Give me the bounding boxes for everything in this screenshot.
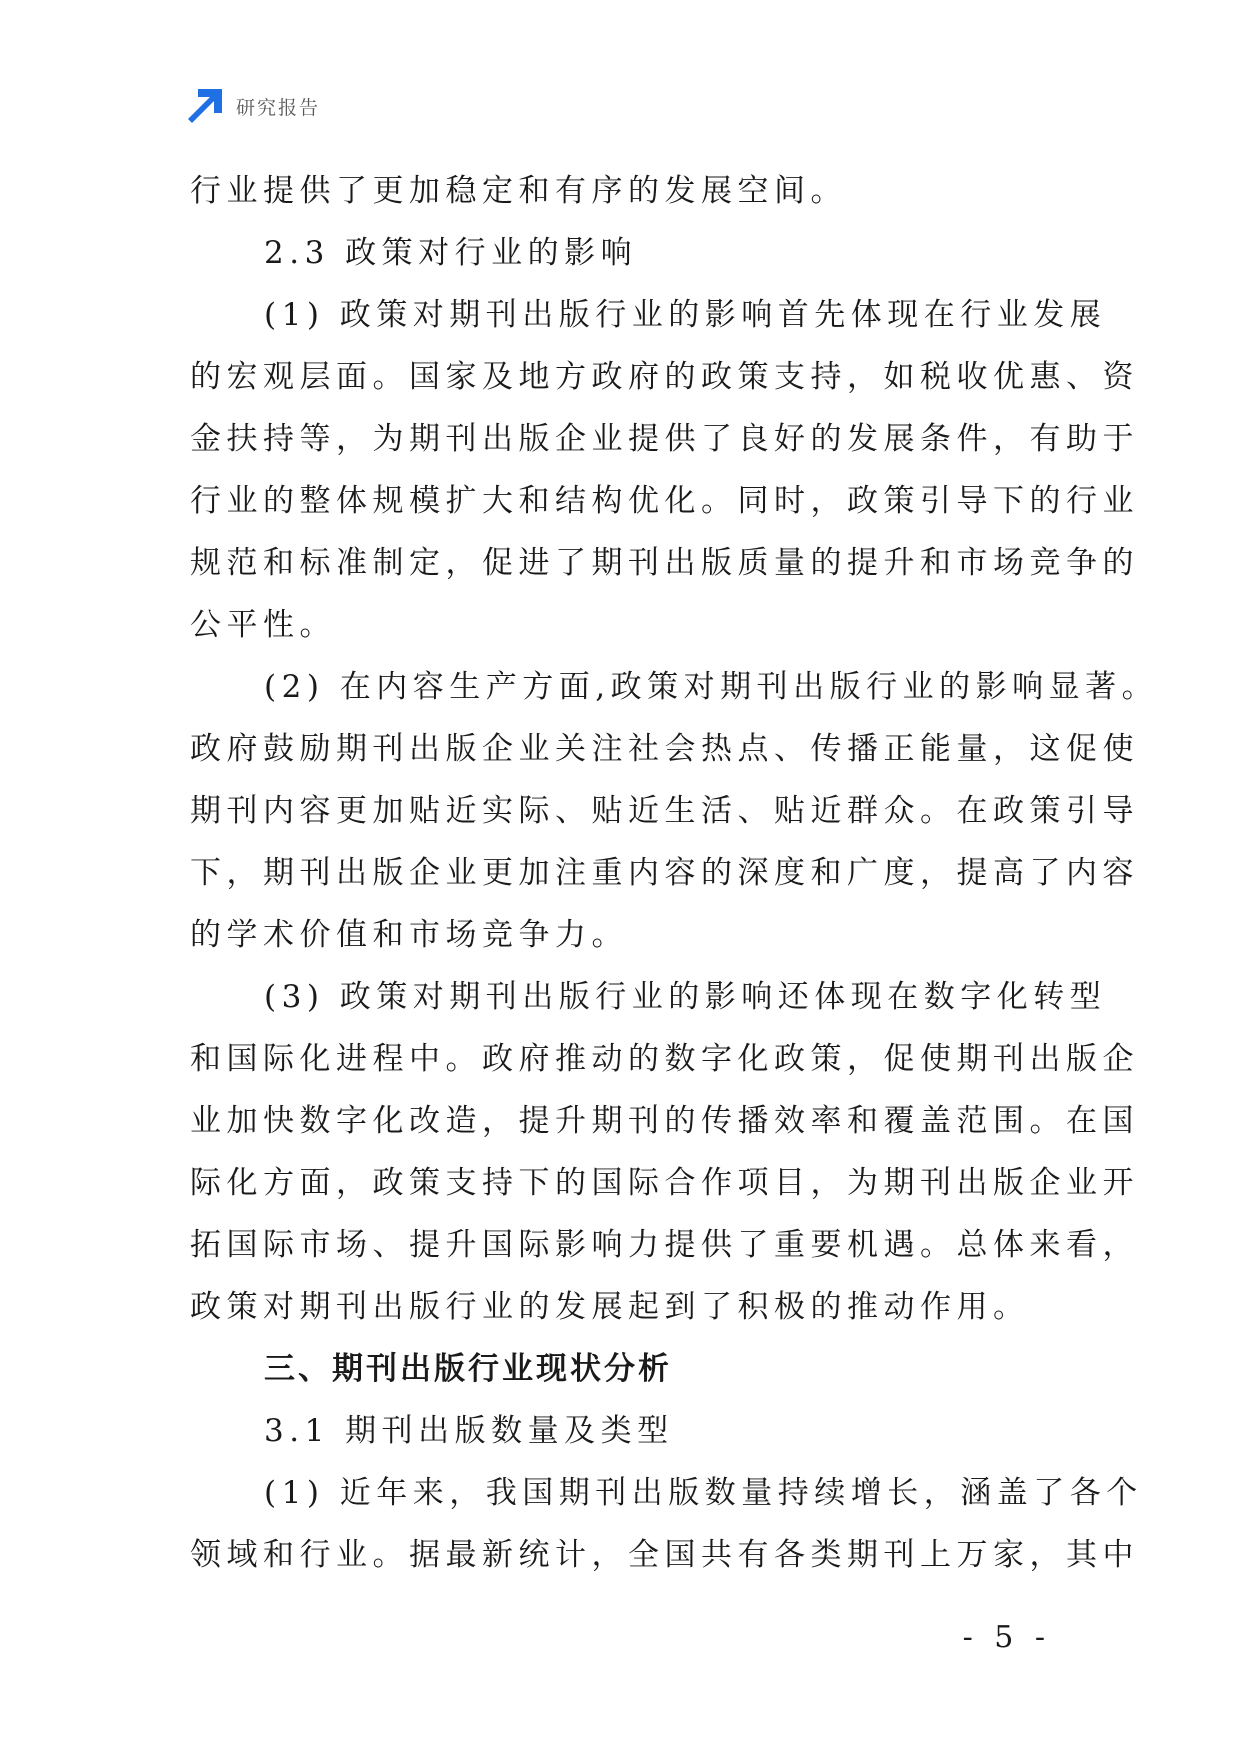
text-line: 政策对期刊出版行业的发展起到了积极的推动作用。 bbox=[190, 1289, 1030, 1325]
text-line: (2) 在内容生产方面,政策对期刊出版行业的影响显著。 bbox=[264, 669, 1159, 705]
text-line: 公平性。 bbox=[190, 607, 336, 643]
text-line: 期刊内容更加贴近实际、贴近生活、贴近群众。在政策引导 bbox=[190, 793, 1139, 829]
text-line: (1) 政策对期刊出版行业的影响首先体现在行业发展 bbox=[264, 297, 1107, 333]
text-line: 的学术价值和市场竞争力。 bbox=[190, 917, 628, 953]
text-line: 和国际化进程中。政府推动的数字化政策，促使期刊出版企 bbox=[190, 1041, 1139, 1077]
text-line: 下，期刊出版企业更加注重内容的深度和广度，提高了内容 bbox=[190, 855, 1139, 891]
text-line: (3) 政策对期刊出版行业的影响还体现在数字化转型 bbox=[264, 979, 1107, 1015]
header-title: 研究报告 bbox=[236, 96, 321, 119]
text-line: 行业的整体规模扩大和结构优化。同时，政策引导下的行业 bbox=[190, 483, 1139, 519]
text-line: 2.3 政策对行业的影响 bbox=[264, 235, 638, 271]
arrow-up-right-icon bbox=[188, 89, 222, 123]
text-line: 行业提供了更加稳定和有序的发展空间。 bbox=[190, 173, 847, 209]
text-line: (1) 近年来，我国期刊出版数量持续增长，涵盖了各个 bbox=[264, 1475, 1143, 1511]
text-line: 规范和标准制定，促进了期刊出版质量的提升和市场竞争的 bbox=[190, 545, 1139, 581]
text-line: 际化方面，政策支持下的国际合作项目，为期刊出版企业开 bbox=[190, 1165, 1139, 1201]
page-number: - 5 - bbox=[962, 1620, 1051, 1655]
section-heading: 三、期刊出版行业现状分析 bbox=[264, 1351, 672, 1387]
text-line: 3.1 期刊出版数量及类型 bbox=[264, 1413, 674, 1449]
text-line: 业加快数字化改造，提升期刊的传播效率和覆盖范围。在国 bbox=[190, 1103, 1139, 1139]
text-line: 拓国际市场、提升国际影响力提供了重要机遇。总体来看， bbox=[190, 1227, 1139, 1263]
page-header bbox=[188, 88, 320, 124]
text-line: 领域和行业。据最新统计，全国共有各类期刊上万家，其中 bbox=[190, 1537, 1139, 1573]
text-line: 政府鼓励期刊出版企业关注社会热点、传播正能量，这促使 bbox=[190, 731, 1139, 767]
document-body bbox=[190, 160, 1159, 1586]
text-line: 的宏观层面。国家及地方政府的政策支持，如税收优惠、资 bbox=[190, 359, 1139, 395]
text-line: 金扶持等，为期刊出版企业提供了良好的发展条件，有助于 bbox=[190, 421, 1139, 457]
